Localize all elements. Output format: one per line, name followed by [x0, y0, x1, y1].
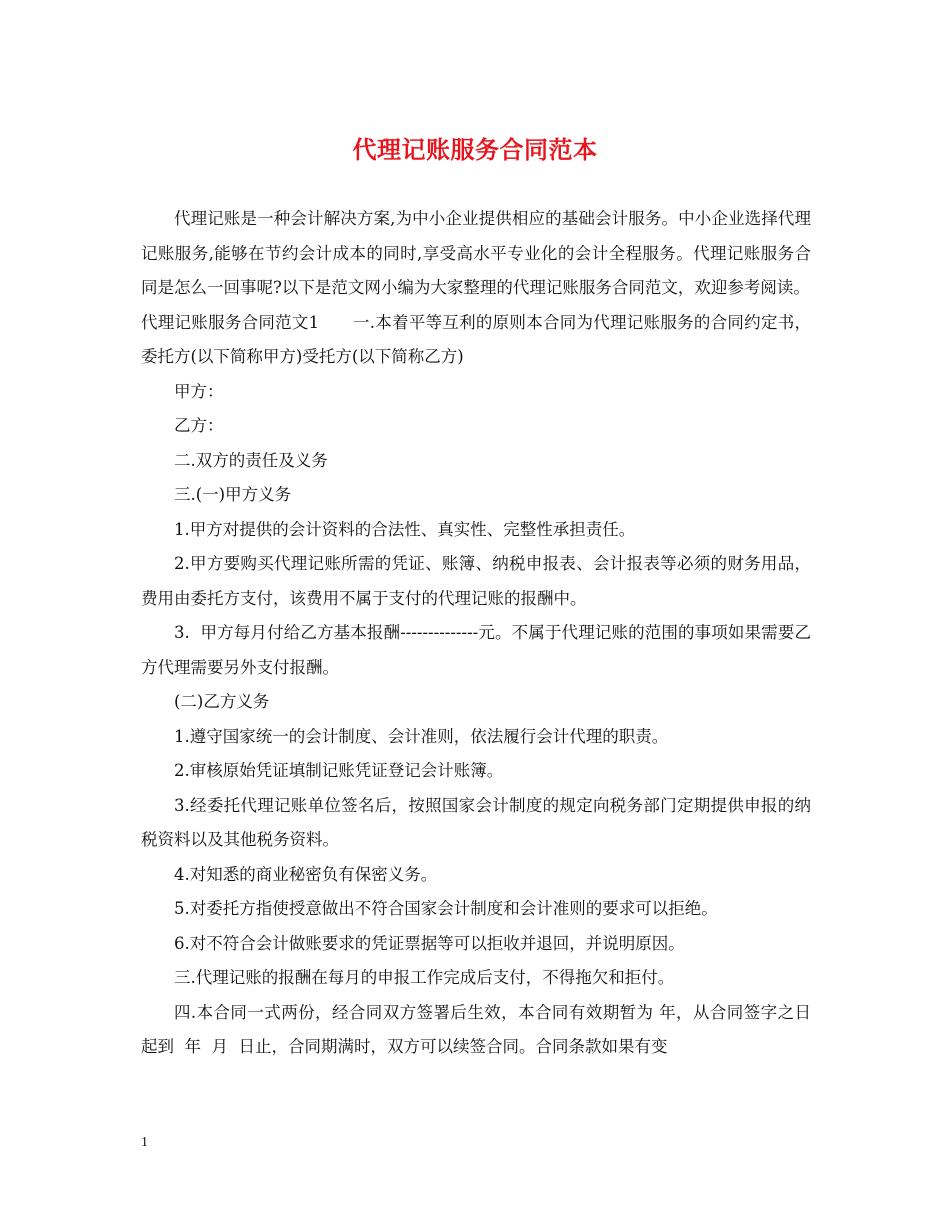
party-a-clause-1: 1.甲方对提供的会计资料的合法性、真实性、完整性承担责任。 — [174, 519, 636, 539]
section-heading-party-a-obligations: 三.(一)甲方义务 — [174, 485, 292, 504]
party-b-line: 乙方： — [174, 416, 224, 435]
party-b-clause-4: 4.对知悉的商业秘密负有保密义务。 — [174, 864, 438, 884]
party-b-clause-2: 2.审核原始凭证填制记账凭证登记会计账簿。 — [174, 761, 504, 780]
section-heading-party-b-obligations: (二)乙方义务 — [174, 692, 270, 711]
section-heading-responsibilities: 二.双方的责任及义务 — [174, 450, 328, 470]
payment-clause: 三.代理记账的报酬在每月的申报工作完成后支付，不得拖欠和拒付。 — [174, 968, 675, 987]
party-b-clause-6: 6.对不符合会计做账要求的凭证票据等可以拒收并退回，并说明原因。 — [174, 933, 685, 953]
document-title: 代理记账服务合同范本 — [352, 136, 598, 164]
page-number: 1 — [141, 1135, 148, 1150]
intro-paragraph: 代理记账是一种会计解决方案,为中小企业提供相应的基础会计服务。中小企业选择代理记账服务,能够在节约会计成本的同时,享受高水平专业化的会计全程服务。代理记账服务合同是怎么一回事呢?以下是范文网小编为大家整理的代理记账服务合同范文，欢迎参考阅读。 — [141, 209, 811, 297]
party-a-clause-2: 2.甲方要购买代理记账所需的凭证、账簿、纳税申报表、会计报表等必须的财务用品，费用由委托方支付，该费用不属于支付的代理记账的报酬中。 — [141, 554, 811, 608]
party-a-line: 甲方： — [174, 381, 224, 401]
document-body — [141, 202, 811, 1065]
party-b-clause-3: 3.经委托代理记账单位签名后，按照国家会计制度的规定向税务部门定期提供申报的纳税资料以及其他税务资料。 — [141, 795, 811, 849]
validity-clause: 四.本合同一式两份，经合同双方签署后生效，本合同有效期暂为 年，从合同签字之日起到 年 月 日止，合同期满时，双方可以续签合同。合同条款如果有变 — [141, 1002, 811, 1056]
party-b-clause-5: 5.对委托方指使授意做出不符合国家会计制度和会计准则的要求可以拒绝。 — [174, 899, 718, 918]
party-a-clause-3: 3. 甲方每月付给乙方基本报酬--------------元。不属于代理记账的范围的事项如果需要乙方代理需要另外支付报酬。 — [141, 623, 811, 677]
party-b-clause-1: 1.遵守国家统一的会计制度、会计准则，依法履行会计代理的职责。 — [174, 726, 669, 746]
contract-sample-heading-paragraph: 代理记账服务合同范文1 一.本着平等互利的原则本合同为代理记账服务的合同约定书，委托方(以下简称甲方)受托方(以下简称乙方) — [141, 312, 811, 366]
